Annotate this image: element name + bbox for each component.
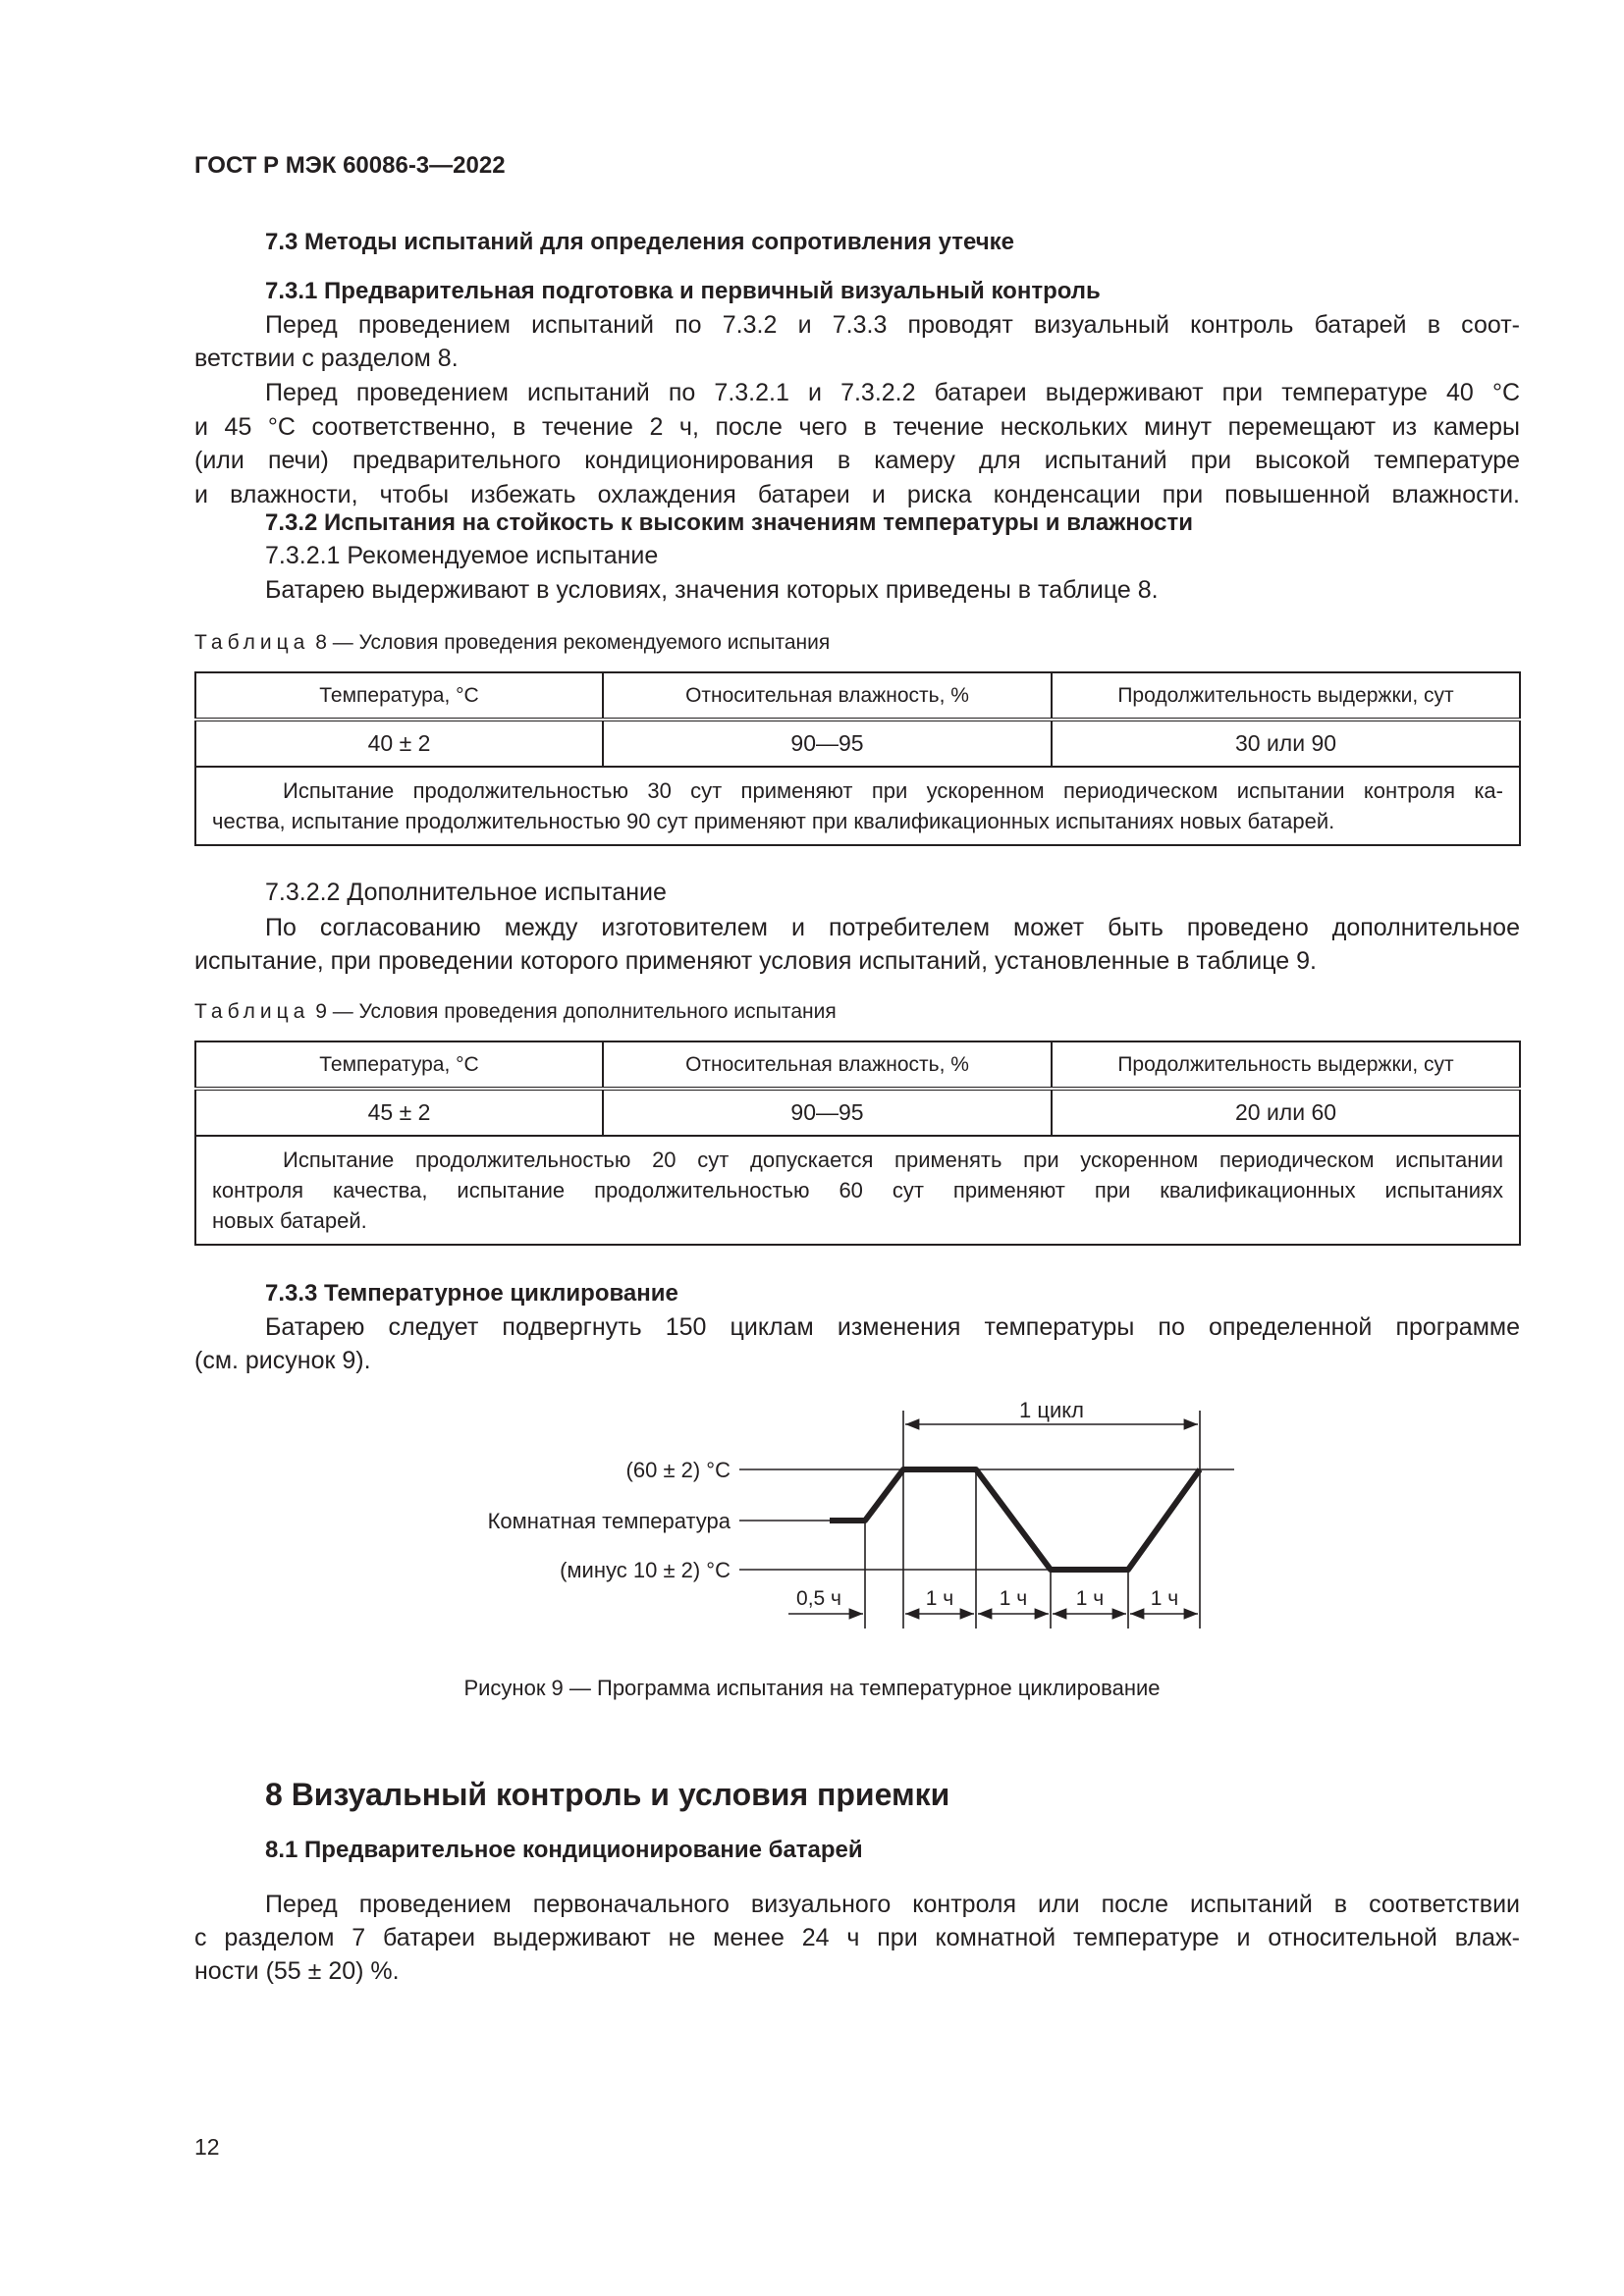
duration-label: 1 ч [1150, 1587, 1179, 1610]
heading-7-3: 7.3 Методы испытаний для определения сопротивления утечке [265, 229, 1015, 255]
table-8-caption: Таблица 8 — Условия проведения рекомендуемого испытания [194, 631, 831, 654]
temperature-profile-line [830, 1469, 1200, 1570]
high-temp-label: (60 ± 2) °С [625, 1458, 731, 1482]
duration-label: 1 ч [999, 1587, 1028, 1610]
document-header: ГОСТ Р МЭК 60086-3—2022 [194, 152, 506, 179]
table-header-cell: Продолжительность выдержки, сут [1052, 1041, 1520, 1089]
paragraph-line: Перед проведением первоначального визуального контроля или после испытаний в соответствии [265, 1891, 1520, 1918]
duration-label: 1 ч [1075, 1587, 1105, 1610]
paragraph: Батарею выдерживают в условиях, значения которых приведены в таблице 8. [265, 576, 1159, 604]
table-header-cell: Продолжительность выдержки, сут [1052, 672, 1520, 720]
table-header-cell: Температура, °С [195, 672, 603, 720]
table-note: Испытание продолжительностью 30 сут применяют при ускоренном периодическом испытании контроля ка- чества, испытание продолжительностью 90 сут применяют при квалификационных испытаниях новых батарей. [195, 767, 1520, 845]
paragraph-line: По согласованию между изготовителем и потребителем может быть проведено дополнительное [265, 914, 1520, 941]
duration-label: 0,5 ч [796, 1587, 841, 1610]
table-cell: 90—95 [603, 1089, 1052, 1136]
heading-7-3-1: 7.3.1 Предварительная подготовка и первичный визуальный контроль [265, 278, 1101, 304]
low-temp-label: (минус 10 ± 2) °С [560, 1558, 731, 1582]
table-9-caption: Таблица 9 — Условия проведения дополнительного испытания [194, 1000, 837, 1023]
heading-7-3-2: 7.3.2 Испытания на стойкость к высоким значениям температуры и влажности [265, 509, 1193, 536]
heading-7-3-2-2: 7.3.2.2 Дополнительное испытание [265, 879, 667, 906]
table-cell: 30 или 90 [1052, 720, 1520, 767]
table-cell: 90—95 [603, 720, 1052, 767]
room-temp-label: Комнатная температура [487, 1509, 731, 1533]
paragraph-line: испытание, при проведении которого применяют условия испытаний, установленные в таблице 9. [194, 947, 1317, 975]
paragraph-line: (см. рисунок 9). [194, 1347, 371, 1374]
paragraph-line: с разделом 7 батареи выдерживают не менее 24 ч при комнатной температуре и относительной влаж- [194, 1924, 1520, 1951]
paragraph-line: ветствии с разделом 8. [194, 345, 459, 372]
paragraph-line: и 45 °С соответственно, в течение 2 ч, после чего в течение нескольких минут перемещают из камеры [194, 413, 1520, 441]
paragraph-line: Перед проведением испытаний по 7.3.2 и 7.3.3 проводят визуальный контроль батарей в соот- [265, 311, 1520, 339]
table-cell: 40 ± 2 [195, 720, 603, 767]
table-header-cell: Относительная влажность, % [603, 1041, 1052, 1089]
duration-label: 1 ч [925, 1587, 954, 1610]
cycle-label: 1 цикл [1019, 1398, 1084, 1422]
heading-7-3-3: 7.3.3 Температурное циклирование [265, 1280, 678, 1307]
paragraph-line: Батарею следует подвергнуть 150 циклам изменения температуры по определенной программе [265, 1313, 1520, 1341]
figure-9-caption: Рисунок 9 — Программа испытания на температурное циклирование [463, 1676, 1161, 1700]
paragraph-line: (или печи) предварительного кондиционирования в камеру для испытаний при высокой температуре [194, 447, 1520, 474]
page-number: 12 [194, 2134, 220, 2160]
table-note: Испытание продолжительностью 20 сут допускается применять при ускоренном периодическом испытании контроля качества, испытание продолжительностью 60 сут применяют при квалификационных испытаниях новых батарей. [195, 1136, 1520, 1245]
table-header-cell: Относительная влажность, % [603, 672, 1052, 720]
table-header-cell: Температура, °С [195, 1041, 603, 1089]
heading-section-8: 8 Визуальный контроль и условия приемки [265, 1777, 950, 1812]
table-cell: 45 ± 2 [195, 1089, 603, 1136]
table-cell: 20 или 60 [1052, 1089, 1520, 1136]
heading-7-3-2-1: 7.3.2.1 Рекомендуемое испытание [265, 542, 659, 569]
paragraph-line: и влажности, чтобы избежать охлаждения батареи и риска конденсации при повышенной влажности. [194, 481, 1520, 508]
heading-8-1: 8.1 Предварительное кондиционирование батарей [265, 1837, 863, 1863]
paragraph-line: Перед проведением испытаний по 7.3.2.1 и 7.3.2.2 батареи выдерживают при температуре 40 °С [265, 379, 1520, 406]
paragraph-line: ности (55 ± 20) %. [194, 1957, 400, 1985]
